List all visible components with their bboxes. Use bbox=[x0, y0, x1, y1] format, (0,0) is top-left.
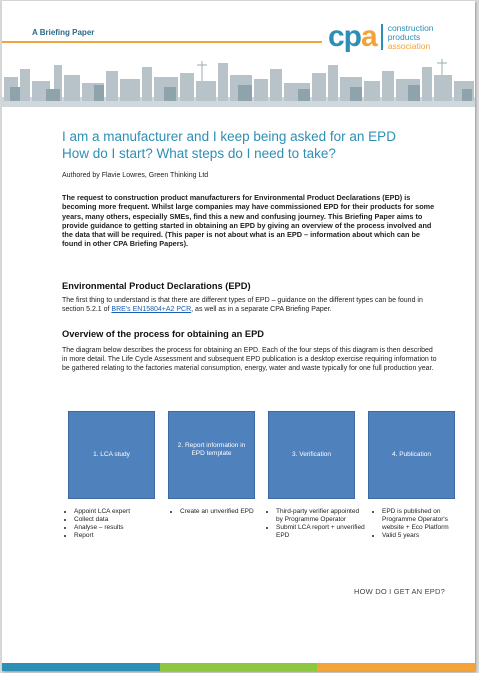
list-item: • Third-party verifier appointed by Programme Operator bbox=[276, 508, 366, 524]
document-page bbox=[2, 1, 475, 671]
list-item: • Create an unverified EPD bbox=[180, 508, 258, 516]
logo-text: construction products association bbox=[387, 22, 434, 51]
bre-pcr-link[interactable]: BRE's EN15804+A2 PCR bbox=[111, 306, 192, 314]
page-title: I am a manufacturer and I keep being asked for an EPD How do I start? What steps do I need to take? bbox=[62, 129, 396, 161]
intro-paragraph: The request to construction product manufacturers for Environmental Product Declarations (EPD) is becoming more frequent. Whilst large companies may have commissioned EPD for their products for some years, many others, especially SMEs, find this a new and confusing journey. This Briefing Paper aims to provide guidance to getting started in obtaining an EPD by giving an overview of the process involved and the data that will be required. (This paper is not about what is an EPD – information about which can be found in other CPA Briefing Papers). bbox=[62, 193, 435, 249]
step-1-bullets bbox=[62, 508, 160, 540]
diagram-caption: HOW DO I GET AN EPD? bbox=[354, 587, 445, 596]
step-box-lca-study: 1. LCA study bbox=[68, 411, 155, 499]
cpa-logo bbox=[328, 20, 434, 53]
step-box-report-epd-template: 2. Report information in EPD template bbox=[168, 411, 255, 499]
list-item: • Report bbox=[74, 532, 160, 540]
footer-bar-blue bbox=[2, 663, 160, 671]
section-heading-overview: Overview of the process for obtaining an EPD bbox=[62, 329, 264, 339]
header-divider bbox=[2, 41, 322, 43]
list-item: • Appoint LCA expert bbox=[74, 508, 160, 516]
footer-color-bar bbox=[2, 663, 475, 671]
list-item: • Collect data bbox=[74, 516, 160, 524]
section-heading-epd: Environmental Product Declarations (EPD) bbox=[62, 281, 251, 291]
step-3-bullets bbox=[264, 508, 366, 540]
step-4-bullets bbox=[370, 508, 462, 540]
list-item: • Submit LCA report + unverified EPD bbox=[276, 524, 366, 540]
epd-types-paragraph: The first thing to understand is that there are different types of EPD – guidance on the different types can be found in section 5.2.1 of BRE's EN15804+A2 PCR, as well as in a separate CPA Briefing Paper. bbox=[62, 297, 423, 314]
city-skyline-banner bbox=[2, 59, 475, 107]
overview-paragraph: The diagram below describes the process for obtaining an EPD. Each of the four steps of this diagram is then described in more detail. The Life Cycle Assessment and subsequent EPD publication is a desktop exercise requiring information to be gathered relating to the factories material consumption, energy, water and waste typically for one full production year. bbox=[62, 347, 437, 373]
footer-bar-green bbox=[160, 663, 318, 671]
briefing-paper-label: A Briefing Paper bbox=[32, 28, 95, 37]
list-item: • Valid 5 years bbox=[382, 532, 462, 540]
list-item: • Analyse – results bbox=[74, 524, 160, 532]
step-box-verification: 3. Verification bbox=[268, 411, 355, 499]
logo-mark: cpa bbox=[328, 20, 377, 53]
list-item: • EPD is published on Programme Operator's website + Eco Platform bbox=[382, 508, 462, 532]
footer-bar-orange bbox=[317, 663, 475, 671]
author-line: Authored by Flavie Lowres, Green Thinking Ltd bbox=[62, 172, 209, 179]
step-box-publication: 4. Publication bbox=[368, 411, 455, 499]
step-2-bullets bbox=[168, 508, 258, 516]
logo-separator bbox=[381, 24, 383, 50]
